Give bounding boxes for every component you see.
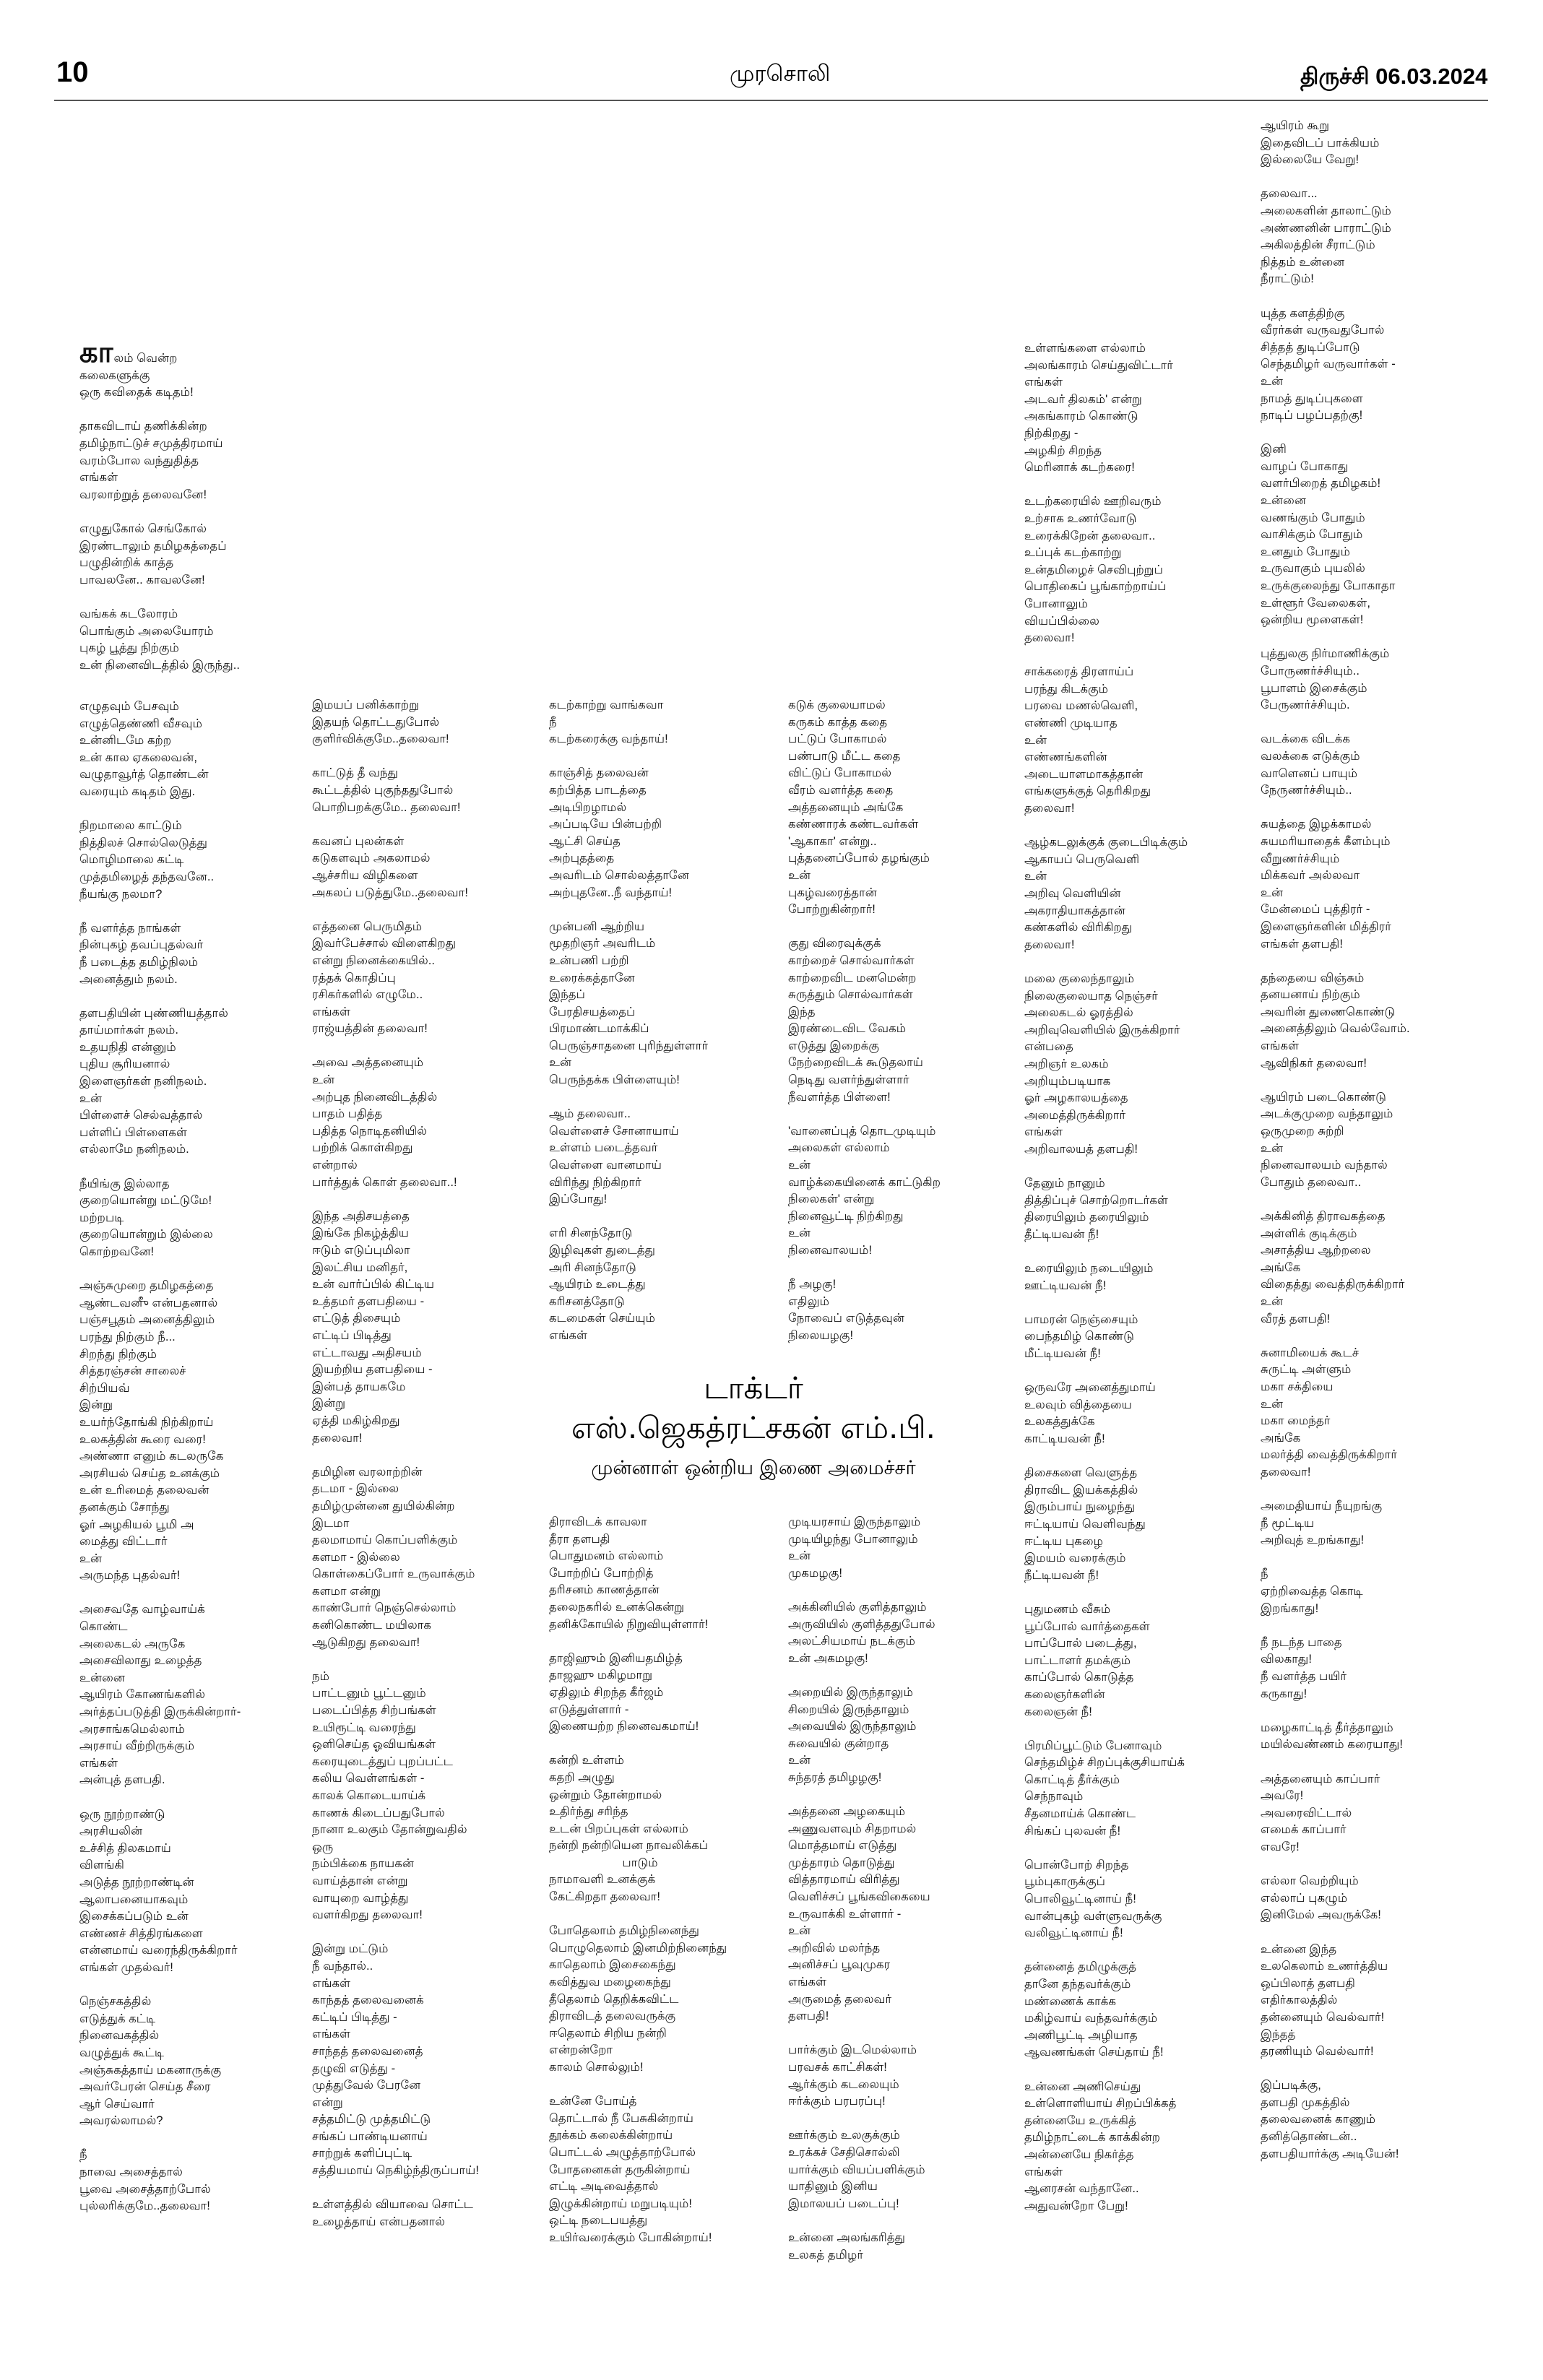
poem-column-7: உள்ளங்களை எல்லாம் அலங்காரம் செய்துவிட்டார் எங்கள் அடவர் திலகம்' என்று அகங்காரம் கொண்டு நிற்கிறது - அழகிற் சிறந்த மெரினாக் கடற்கரை! உடற்கரையில் ஊறிவரும் உற்சாக உணர்வோடு உரைக்கிறேன் தலைவா.. உப்புக் கடற்காற்று உன்தமிழைச் செவிபுற்றுப் பொதிகைப் பூங்காற்றாய்ப் போனாலும் வியப்பில்லை தலைவா! சாக்கரைத் திரளாய்ப் பரந்து கிடக்கும் பரவை மணல்வெளி, எண்ணி முடியாத உன் எண்ணங்களின் அடையாளமாகத்தான் எங்களுக்குத் தெரிகிறது தலைவா! ஆழ்கடலுக்குக் குடைபிடிக்கும் ஆகாயப் பெருவெளி உன் அறிவு வெளியின் அகராதியாகத்தான் கண்களில் விரிகிறது தலைவா! மலை குலைந்தாலும் நிலைகுலையாத நெஞ்சர் அலைகடல் ஓரத்தில் அறிவுவெளியில் இருக்கிறார் என்பதை அறிஞர் உலகம் அறியும்படியாக ஓர் அழகாலயத்தை அமைத்திருக்கிறார் எங்கள் அறிவாலயத் தளபதி! தேனும் நானும் தித்திப்புச் சொற்றொடர்கள் திரையிலும் தரையிலும் தீட்டியவன் நீ! உரையிலும் நடையிலும் ஊட்டியவன் நீ! பாமரன் நெஞ்சையும் பைந்தமிழ் கொண்டு மீட்டியவன் நீ! ஒருவரே அனைத்துமாய் உலவும் வித்தையை உலகத்துக்கே காட்டியவன் நீ! திசைகளை வெளுத்த திராவிட இயக்கத்தில் இரும்பாய் நுழைந்து ஈட்டியாய் வெளிவந்து ஈட்டிய புகழை இமயம் வரைக்கும் நீட்டியவன் நீ! புதுமணம் வீசும் பூப்போல் வார்த்தைகள் பாப்போல் படைத்து, பாட்டாளர் தமக்கும் காப்போல் கொடுத்த கலைஞர்களின் கலைஞன் நீ! பிரமிப்பூட்டும் பேனாவும் செந்தமிழ்ச் சிறப்புக்குசியாய்க் கொட்டித் தீர்க்கும் செந்நாவும் சீதனமாய்க் கொண்ட சிங்கப் புலவன் நீ! பொன்போற் சிறந்த பூம்புகாருக்குப் பொலிவூட்டினாய் நீ! வான்புகழ் வள்ளுவருக்கு வலிவூட்டினாய் நீ! தன்னைத் தமிழுக்குத் தானே தந்தவர்க்கும் மண்ணைக் காக்க மகிழ்வாய் வந்தவர்க்கும் அணிபூட்டி அழியாத ஆவணங்கள் செய்தாய் நீ! உன்னை அணிசெய்து உள்ளொளியாய் சிறப்பிக்கத் தன்னையே உருக்கித் தமிழ்நாட்டைக் காக்கின்ற அன்னையே நிகர்த்த எங்கள் ஆனரசன் வந்தானே.. அதுவன்றோ பேறு!	[1024, 341, 1188, 2212]
poem-column-5: திராவிடக் காவலா தீரா தளபதி பொதுமனம் எல்லாம் போற்றிப் போற்றித் தரிசனம் காணத்தான் தலைநகரில் உனக்கென்று தனிக்கோயில் நிறுவியுள்ளார்! தாஜிஹும் இனியதமிழ்த் தாஜஹு மகிழமாறு ஏதிலும் சிறந்த கீர்ஜம் எடுத்துள்ளார் - இணையற்ற நினைவகமாய்! கன்றி உள்ளம் கதறி அழுது ஒன்றும் தோன்றாமல் உதிர்ந்து சரிந்த உடன் பிறப்புகள் எல்லாம் நன்றி நன்றியென நாவலிக்கப் பாடும் நாமாவளி உனக்குக் கேட்கிறதா தலைவா! போதெலாம் தமிழ்நினைந்து பொழுதெலாம் இனமிற்நினைந்து காதெலாம் இசைகைந்து கவித்துவ மழைகைந்து தீதெலாம் தெறிக்கவிட்ட திராவிடத் தலைவருக்கு ஈதெலாம் சிறிய நன்றி என்றன்றோ காலம் சொல்லும்! உன்னே போய்த் தொட்டால் நீ பேசுகின்றாய் தூக்கம் கலைக்கின்றாய் பொட்டல் அழுத்தாற்போல் போதனைகள் தருகின்றாய் எட்டி அடிவைத்தால் இழுக்கின்றாய் மறுபடியும்! ஒட்டி நடைபயத்து உயிர்வரைக்கும் போகின்றாய்!	[549, 1515, 727, 2244]
drop-cap: கா	[79, 337, 114, 368]
poem-column-1-bottom: எழுதவும் பேசவும் எழுத்தெண்ணி வீசவும் உன்னிடமே கற்ற உன் கால ஏகலைவன், வழுதாவூர்த் தொண்டன் வரையும் கடிதம் இது. நிறமாலை காட்டும் நித்திலச் சொல்லெடுத்து மொழிமாலை கட்டி முத்தமிழைத் தந்தவனே.. நீயங்கு நலமா? நீ வளர்த்த நாங்கள் நின்புகழ் தவப்புதல்வர் நீ படைத்த தமிழ்நிலம் அனைத்தும் நலம். தளபதியின் புண்ணியத்தால் தாய்மார்கள் நலம். உதயநிதி என்னும் புதிய சூரியனால் இளைஞர்கள் நனிநலம். உன் பிள்ளைச் செல்வத்தால் பள்ளிப் பிள்ளைகள் எல்லாமே நனிநலம். நீயிங்கு இல்லாத குறையொன்று மட்டுமே! மற்றபடி குறையொன்றும் இல்லை கொற்றவனே! அஞ்சுமுறை தமிழகத்தை ஆண்டவனுீ என்பதனால் பஞ்சபூதம் அனைத்திலும் பரந்து நிற்கும் நீ... சிறந்து நிற்கும் சித்தரஞ்சன் சாலைச் சிற்பியவ் இன்று உயர்ந்தோங்கி நிற்கிறாய் உலகத்தின் கூரை வரை! அண்ணா எனும் கடலருகே அரசியல் செய்த உனக்கும் உன் உரிமைத் தலைவன் தனக்கும் சோந்து ஓர் அழகியல் பூமி அ மைத்து விட்டார் உன் அருமந்த புதல்வர்! அசைவதே வாழ்வாய்க் கொண்ட அலைகடல் அருகே அசைவிலாது உழைத்த உன்னை ஆயிரம் கோணங்களில் அர்த்தப்படுத்தி இருக்கின்றார்- அரசாங்கமெல்லாம் அரசாய் வீற்றிருக்கும் எங்கள் அன்புத் தளபதி. ஒரு நூற்றாண்டு அரசியலின் உச்சித் திலகமாய் விளங்கி அடுத்த நூற்றாண்டின் ஆலாபனையாகவும் இசைக்கப்படும் உன் எண்ணச் சித்திரங்களை என்னமாய் வரைந்திருக்கிறார் எங்கள் முதல்வர்! நெஞ்சகத்தில் எடுத்துக் கட்டி நினைவகத்தில் வழுத்துக் கூட்டி அஞ்சுகத்தாய் மகனாருக்கு அவர்பேரன் செய்த சீரை ஆர் செய்வார் அவரல்லாமல்? நீ நாவை அசைத்தால் பூவை அசைத்தாற்போல் புல்லரிக்குமே..தலைவா!	[79, 699, 241, 2213]
publication-name: முரசொலி	[730, 61, 831, 87]
author-title: டாக்டர்	[704, 1370, 803, 1406]
author-role: முன்னாள் ஒன்றிய இணை அமைச்சர்	[591, 1457, 916, 1479]
poem-column-8: ஆயிரம் கூறு இதைவிடப் பாக்கியம் இல்லையே வேறு! தலைவா... அலைகளின் தாலாட்டும் அண்ணனின் பாராட்டும் அகிலத்தின் சீராட்டும் நித்தம் உன்னை நீராட்டும்! யுத்த களத்திற்கு வீரர்கள் வருவதுபோல் சித்தத் துடிப்போடு செந்தமிழர் வருவார்கள் - உன் நாமத் துடிப்புகளை நாடிப் பழப்பதற்கு! இனி வாழப் போகாது வளர்பிறைத் தமிழகம்! உன்னை வணங்கும் போதும் வாசிக்கும் போதும் உனதும் போதும் உருவாகும் புயலில் உருக்குலைந்து போகாதா உள்ளூர் வேலைகள், ஒன்றிய மூளைகள்! புத்துலகு நிர்மாணிக்கும் போருணர்ச்சியும்.. பூபாளம் இசைக்கும் பேருணர்ச்சியும். வடக்கை விடக்க வலக்கை எடுக்கும் வாளெனப் பாயும் நேருணர்ச்சியும்.. சுயத்தை இழக்காமல் சுயமரியாதைக் கீளம்பும் வீறுணர்ச்சியும் மிக்கவர் அல்லவா உன் மேன்மைப் புத்திரர் - இளைஞர்களின் மித்திரர் எங்கள் தளபதி! தந்தையை விஞ்சும் தனயனாய் நிற்கும் அவரின் துணைகொண்டு அனைத்திலும் வெல்வோம். எங்கள் ஆவிநிகர் தலைவா! ஆயிரம் படைகொண்டு அடக்குமுறை வந்தாலும் ஒருமுறை சுற்றி உன் நினைவாலயம் வந்தால் போதும் தலைவா.. அக்கினித் திராவகத்தை அள்ளிக் குடிக்கும் அசாத்திய ஆற்றலை அங்கே விதைத்து வைத்திருக்கிறார் உன் வீரத் தளபதி! சுனாமியைக் கூடச் சுருட்டி அள்ளும் மகா சக்தியை உன் மகா மைந்தர் அங்கே மலர்த்தி வைத்திருக்கிறார் தலைவா! அமைதியாய் நீயுறங்கு நீ மூட்டிய அறிவுத் உறங்காது! நீ ஏற்றிவைத்த கொடி இறங்காது! நீ நடந்த பாதை விலகாது! நீ வளர்த்த பயிர் கருகாது! மழைகாட்டித் தீர்த்தாலும் மயில்வண்ணம் கரையாது! அத்தனையும் காப்பார் அவரே! அவரைவிட்டால் எமைக் காப்பார் எவரே! எல்லா வெற்றியும் எல்லாப் புகழும் இனிமேல் அவருக்கே! உன்னை இந்த உலகெலாம் உணர்த்திய ஒப்பிலாத் தளபதி எதிர்காலத்தில் தன்னையும் வெல்வார்! இந்தத் தரணியும் வெல்வார்! இப்படிக்கு, தளபதி முகத்தில் தலைவனைக் காணும் தனித்தொண்டன்.. தளபதியார்க்கு அடியேன்!	[1261, 118, 1410, 2160]
poem-column-3: கடற்காற்று வாங்கவா நீ கடற்கரைக்கு வந்தாய்! காஞ்சித் தலைவன் கற்பித்த பாடத்தை அடிபிறழாமல் அப்படியே பின்பற்றி ஆட்சி செய்த அற்புதத்தை அவரிடம் சொல்லத்தானே அற்புதனே..நீ வந்தாய்! முன்பனி ஆற்றிய மூதறிஞர் அவரிடம் உன்பணி பற்றி உரைக்கத்தானே இந்தப் பேரதிசயத்தைப் பிரமாண்டமாக்கிப் பெருஞ்சாதனை புரிந்துள்ளார் உன் பெருந்தக்க பிள்ளையும்! ஆம் தலைவா.. வெள்ளைச் சோனாயாய் உள்ளம் படைத்தவர் வெள்ளை வானமாய் விரிந்து நிற்கிறார் இப்போது! எரி சினந்தோடு இழிவுகள் துடைத்து அரி சினந்தோடு ஆயிரம் உடைத்து கரிசனத்தோடு கடமைகள் செய்யும் எங்கள்	[549, 698, 709, 1342]
edition-date: திருச்சி 06.03.2024	[1300, 64, 1488, 89]
author-name: எஸ்.ஜெகத்ரட்சகன் எம்.பி.	[571, 1410, 936, 1445]
page-number: 10	[56, 56, 89, 88]
poem-column-6: முடியரசாய் இருந்தாலும் முடியிழந்து போனாலும் உன் முகமழகு! அக்கினியில் குளித்தாலும் அருவியில் குளித்ததுபோல் அலட்சியமாய் நடக்கும் உன் அகமழகு! அறையில் இருந்தாலும் சிறையில் இருந்தாலும் அவையில் இருந்தாலும் சுவையில் குன்றாத உன் சுந்தரத் தமிழழகு! அத்தனை அழகையும் அணுவளவும் சிதறாமல் மொத்தமாய் எடுத்து முத்தாரம் தொடுத்து வித்தாரமாய் விரித்து வெளிச்சப் பூங்கவிகையை உருவாக்கி உள்ளார் - உன் அறிவில் மலர்ந்த அனிச்சப் பூவுமுகர எங்கள் அருமைத் தலைவர் தளபதி! பார்க்கும் இடமெல்லாம் பரவசக் காட்சிகள்! ஆர்க்கும் கடலையும் ஈர்க்கும் பரபரப்பு! ஊர்க்கும் உலகுக்கும் உரக்கச் சேதிசொல்லி யார்க்கும் வியப்பளிக்கும் யாதினும் இனிய இமாலயப் படைப்பு! உன்னை அலங்கரித்து உலகத் தமிழர்	[788, 1515, 935, 2262]
poem-column-4: கடுக் குலையாமல் கருகம் காத்த கதை பட்டுப் போகாமல் பண்பாடு மீட்ட கதை விட்டுப் போகாமல் வீரம் வளர்த்த கதை அத்தனையும் அங்கே கண்ணாரக் கண்டவர்கள் 'ஆகாகா' என்று.. புத்தனைப்போல் தழங்கும் உன் புகழ்வரைத்தான் போற்றுகின்றார்! குது விரைவுக்குக் காற்றைச் சொல்வார்கள் காற்றைவிட மனமென்ற சுருத்தும் சொல்வார்கள் இந்த இரண்டைவிட வேகம் எடுத்து இறைக்கு நேற்றைவிடக் கூடுதலாய் நெடிது வளர்ந்துள்ளார் நீவளர்த்த பிள்ளை! 'வானைப்புத் தொடமுடியும் அலைகள் எல்லாம் உன் வாழ்க்கையினைக் காட்டுகிற நிலைகள்' என்று நினைவூட்டி நிற்கிறது உன் நினைவாலயம்! நீ அழகு! எதிலும் நோவைப் எடுத்தவுன் நிலையழகு!	[788, 698, 941, 1342]
author-byline	[519, 1369, 988, 1484]
poem-opening-text: லம் வென்ற கலைகளுக்கு ஒரு கவிதைக் கடிதம்! தாகவிடாய் தணிக்கின்ற தமிழ்நாட்டுச் சமுத்திரமாய் வரம்போல வந்துதித்த எங்கள் வரலாற்றுத் தலைவனே! எழுதுகோல் செங்கோல் இரண்டாலும் தமிழகத்தைப் பழுதின்றிக் காத்த பாவலனே.. காவலனே! வங்கக் கடலோரம் பொங்கும் அலையோரம் புகழ் பூத்து நிற்கும் உன் நினைவிடத்தில் இருந்து..	[79, 351, 240, 672]
poem-column-1-top	[79, 337, 240, 673]
page-header	[0, 0, 1543, 87]
poem-column-2: இமயப் பனிக்காற்று இதயந் தொட்டதுபோல் குளிர்விக்குமே..தலைவா! காட்டுத் தீ வந்து கூட்டத்தில் புகுந்ததுபோல் பொறிபறக்குமே.. தலைவா! கவனப் புலன்கள் கடுகளவும் அகலாமல் ஆச்சரிய விழிகளை அகலப் படுத்துமே..தலைவா! எத்தனை பெருமிதம் இவர்பேச்சால் விளைகிறது என்று நினைக்கையில்.. ரத்தக் கொதிப்பு ரசிகர்களில் எழுமே.. எங்கள் ராஜ்யத்தின் தலைவா! அவை அத்தனையும் உன் அற்புத நினைவிடத்தில் பாதம் பதித்த பதித்த நொடிதனியில் பற்றிக் கொள்கிறது என்றால் பார்த்துக் கொள் தலைவா..! இந்த அதிசயத்தை இங்கே நிகழ்த்திய ஈடும் எடுப்புமிலா இலட்சிய மனிதர், உன் வார்ப்பில் கிட்டிய உத்தமர் தளபதியை - எட்டுத் திசையும் எட்டிப் பிடித்து எட்டாவது அதிசயம் இயற்றிய தளபதியை - இன்பத் தாயகமே இன்று ஏத்தி மகிழ்கிறது தலைவா! தமிழின வரலாற்றின் தடமா - இல்லை தமிழ்முன்னை துயில்கின்ற இடமா தலமாமாய் கொப்பளிக்கும் களமா - இல்லை கொள்கைப்போர் உருவாக்கும் களமா என்று காண்போர் நெஞ்செல்லாம் கனிகொண்ட மயிலாக ஆடுகிறது தலைவா! நம் பாட்டனும் பூட்டனும் படைப்பித்த சிற்பங்கள் உயிரூட்டி வரைந்து ஒளிசெய்த ஓவியங்கள் கரையுடைத்துப் புறப்பட்ட கலிய வெள்ளங்கள் - காலக் கொடையாய்க் காணக் கிடைப்பதுபோல் நானா உலகும் தோன்றுவதில் ஒரு நம்பிக்கை நாயகன் வாய்த்தான் என்று வாயுறை வாழ்த்து வளர்கிறது தலைவா! இன்று மட்டும் நீ வந்தால்.. எங்கள் காந்தத் தலைவனைக் கட்டிப் பிடித்து - எங்கள் சாந்தத் தலைவனைத் தழுவி எடுத்து - முத்துவேல் பேரனே என்று சத்தமிட்டு முத்தமிட்டு சங்கப் பாண்டியனாய் சாற்றுக் களிப்புட்டி சத்தியமாய் நெகிழ்ந்திருப்பாய்! உள்ளத்தில் வியாவை சொட்ட உழைத்தாய் என்பதனால்	[312, 698, 480, 2228]
header-rule	[54, 100, 1488, 101]
